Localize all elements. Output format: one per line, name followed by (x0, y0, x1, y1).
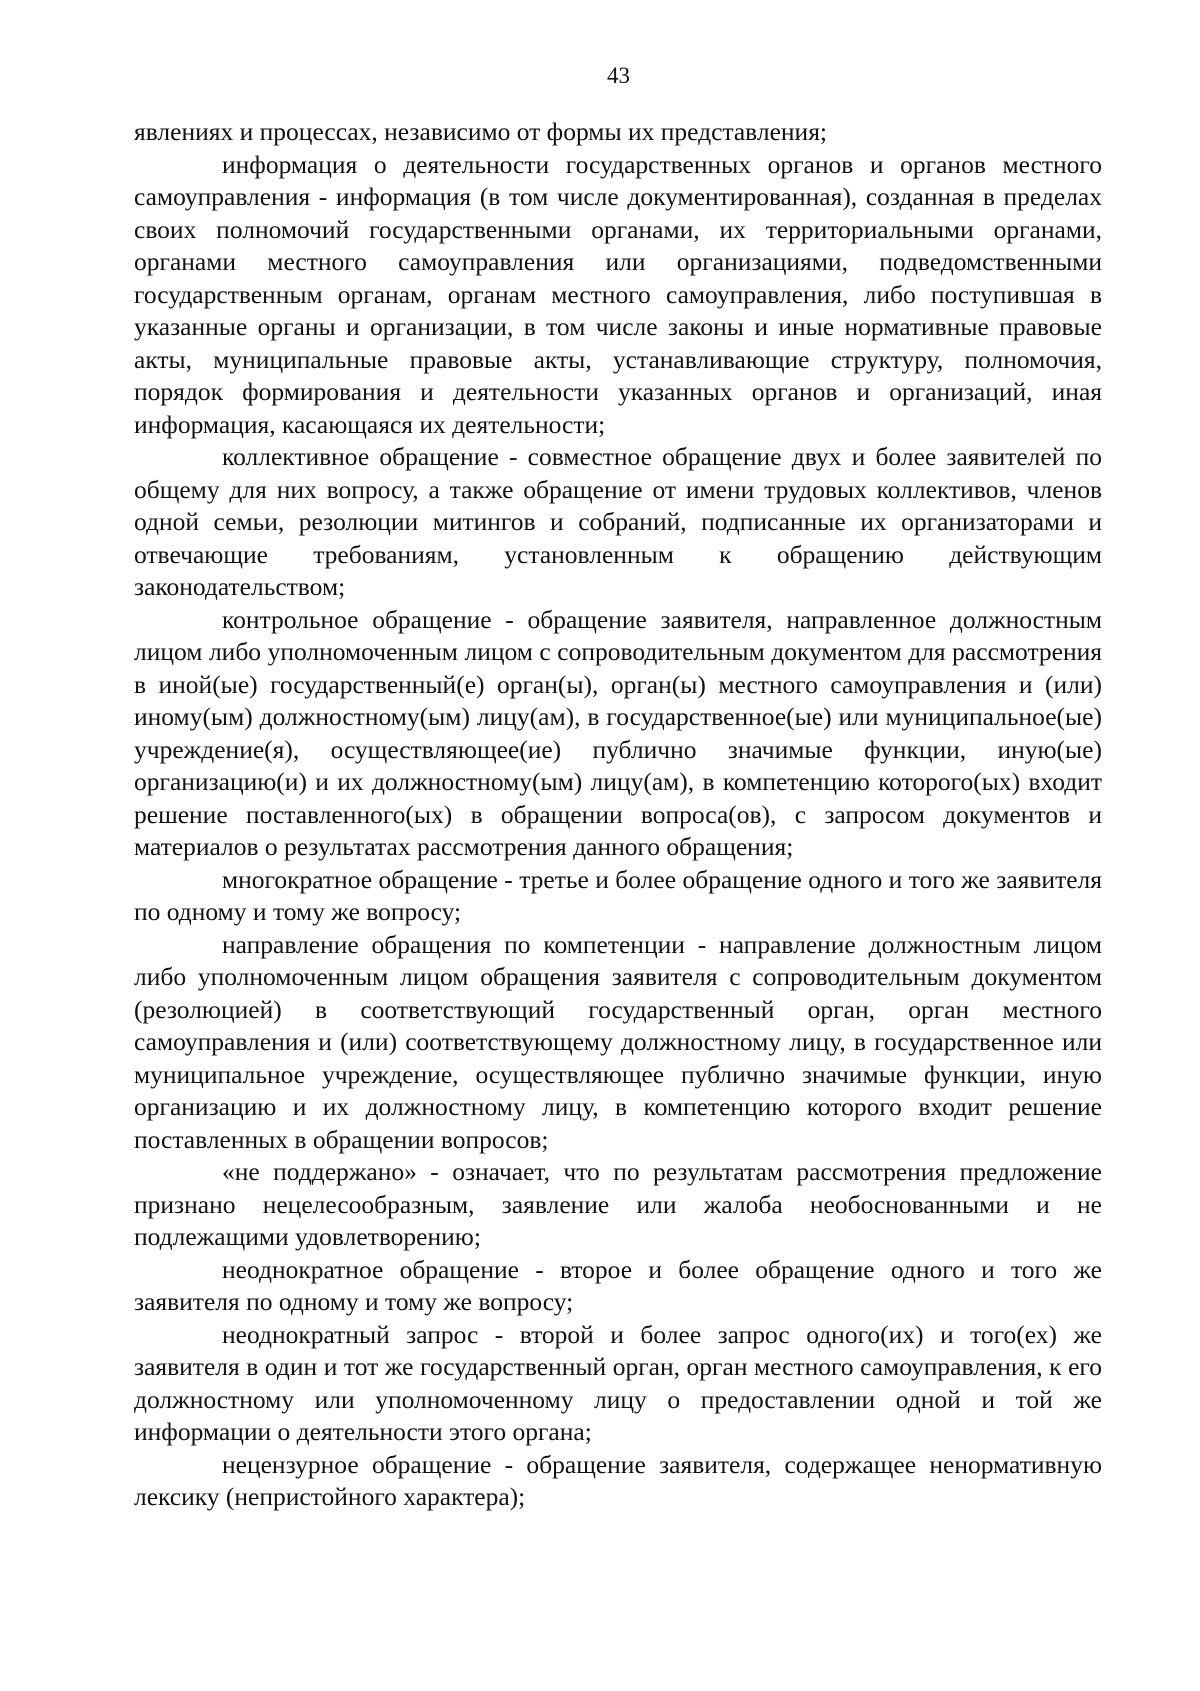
document-body (134, 116, 1102, 1514)
paragraph-definition-repeated-request: неоднократный запрос - второй и более запрос одного(их) и того(ех) же заявителя в один и тот же государственный орган, орган местного самоуправления, к его должностному или уполномоченному лицу о предоставлении одной и той же информации о деятельности этого органа; (134, 1319, 1102, 1446)
paragraph-definition-collective-appeal: коллективное обращение - совместное обращение двух и более заявителей по общему для них вопросу, а также обращение от имени трудовых коллективов, членов одной семьи, резолюции митингов и собраний, подписанные их организаторами и отвечающие требованиям, установленным к обращению действующим законодательством; (134, 442, 1102, 601)
paragraph-definition-control-appeal: контрольное обращение - обращение заявителя, направленное должностным лицом либо уполномоченным лицом с сопроводительным документом для рассмотрения в иной(ые) государственный(е) орган(ы), орган(ы) местного самоуправления и (или) иному(ым) должностному(ым) лицу(ам), в государственное(ые) или муниципальное(ые) учреждение(я), осуществляющее(ие) публично значимые функции, иную(ые) организацию(и) и их должностному(ым) лицу(ам), в компетенцию которого(ых) входит решение поставленного(ых) в обращении вопроса(ов), с запросом документов и материалов о результатах рассмотрения данного обращения; (134, 604, 1102, 861)
paragraph-definition-referral-by-competence: направление обращения по компетенции - направление должностным лицом либо уполномоченным лицом обращения заявителя с сопроводительным документом (резолюцией) в соответствующий государственный орган, орган местного самоуправления и (или) соответствующему должностному лицу, в государственное или муниципальное учреждение, осуществляющее публично значимые функции, иную организацию и их должностному лицу, в компетенцию которого входит решение поставленных в обращении вопросов; (134, 929, 1102, 1154)
paragraph-definition-repeated-appeal: неоднократное обращение - второе и более обращение одного и того же заявителя по одному и тому же вопросу; (134, 1254, 1102, 1316)
paragraph-definition-obscene-appeal: нецензурное обращение - обращение заявителя, содержащее ненормативную лексику (непристойного характера); (134, 1449, 1102, 1511)
paragraph-definition-not-supported: «не поддержано» - означает, что по результатам рассмотрения предложение признано нецелесообразным, заявление или жалоба необоснованными и не подлежащими удовлетворению; (134, 1157, 1102, 1251)
paragraph-definition-multiple-appeal: многократное обращение - третье и более обращение одного и того же заявителя по одному и тому же вопросу; (134, 864, 1102, 926)
paragraph-continuation: явлениях и процессах, независимо от формы их представления; (134, 117, 828, 146)
page-number: 43 (607, 63, 630, 88)
paragraph-definition-information-about-activity: информация о деятельности государственных органов и органов местного самоуправления - информация (в том числе документированная), созданная в пределах своих полномочий государственными органами, их территориальными органами, органами местного самоуправления или организациями, подведомственными государственным органам, органам местного самоуправления, либо поступившая в указанные органы и организации, в том числе законы и иные нормативные правовые акты, муниципальные правовые акты, устанавливающие структуру, полномочия, порядок формирования и деятельности указанных органов и организаций, иная информация, касающаяся их деятельности; (134, 149, 1102, 439)
